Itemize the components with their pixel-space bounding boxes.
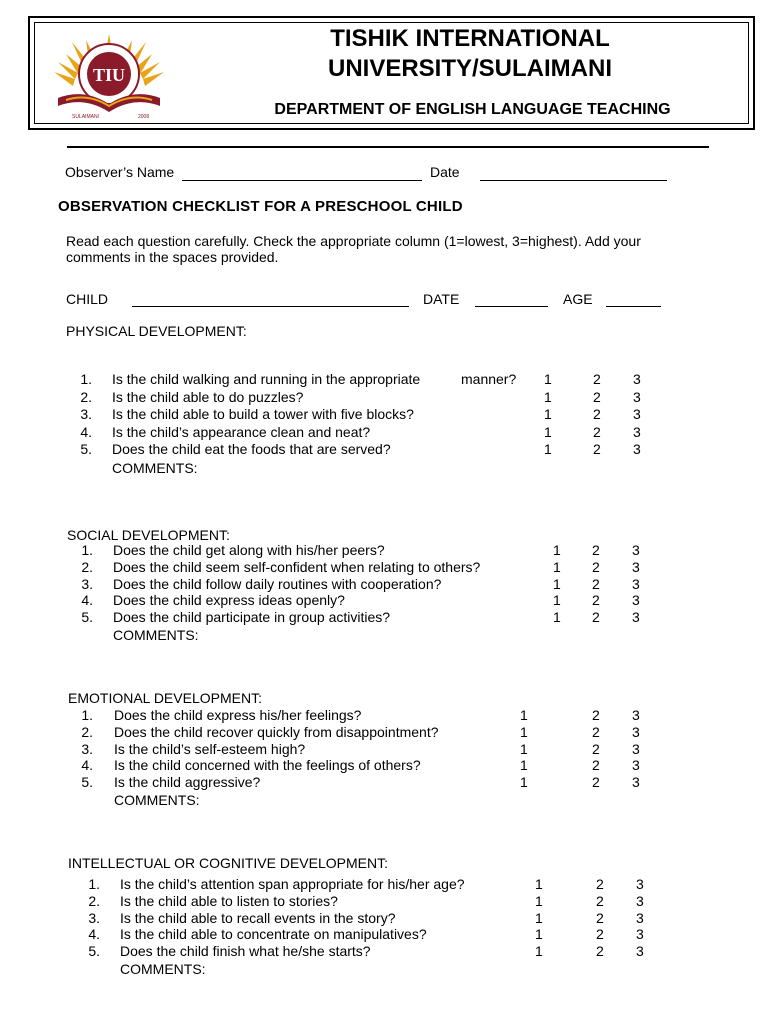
rating-option-2[interactable]: 2 (596, 876, 604, 892)
rating-option-1[interactable]: 1 (553, 576, 561, 592)
rating-option-3[interactable]: 3 (632, 741, 640, 757)
rating-option-1[interactable]: 1 (544, 371, 552, 387)
rating-option-1[interactable]: 1 (553, 609, 561, 625)
rating-option-3[interactable]: 3 (633, 371, 641, 387)
rating-option-2[interactable]: 2 (593, 406, 601, 422)
header-divider (67, 146, 709, 148)
question-text: Does the child get along with his/her peers? (113, 542, 385, 558)
rating-option-1[interactable]: 1 (535, 943, 543, 959)
question-number: 4. (81, 757, 93, 773)
university-name-line2: UNIVERSITY/SULAIMANI (327, 55, 612, 82)
question-text: Is the child able to do puzzles? (112, 389, 304, 405)
rating-option-3[interactable]: 3 (633, 406, 641, 422)
comments-label: COMMENTS: (113, 627, 199, 643)
rating-option-1[interactable]: 1 (520, 741, 528, 757)
question-number: 2. (81, 724, 93, 740)
question-text: Is the child able to concentrate on manipulatives? (120, 926, 427, 942)
question-text: Does the child finish what he/she starts? (120, 943, 371, 959)
rating-option-1[interactable]: 1 (544, 406, 552, 422)
rating-option-1[interactable]: 1 (535, 893, 543, 909)
rating-option-3[interactable]: 3 (632, 724, 640, 740)
rating-option-3[interactable]: 3 (633, 424, 641, 440)
university-name-line1: TISHIK INTERNATIONAL (330, 25, 610, 52)
section-title-cognitive: INTELLECTUAL OR COGNITIVE DEVELOPMENT: (68, 855, 388, 871)
question-text: Is the child able to recall events in the story? (120, 910, 396, 926)
question-text: Is the child aggressive? (114, 774, 261, 790)
rating-option-1[interactable]: 1 (520, 774, 528, 790)
child-age-field[interactable] (606, 306, 661, 307)
question-text: Is the child’s appearance clean and neat? (112, 424, 371, 440)
rating-option-1[interactable]: 1 (553, 592, 561, 608)
question-text: Is the child’s attention span appropriate for his/her age? (120, 876, 465, 892)
rating-option-2[interactable]: 2 (593, 371, 601, 387)
rating-option-3[interactable]: 3 (633, 441, 641, 457)
department-name: DEPARTMENT OF ENGLISH LANGUAGE TEACHING (274, 101, 671, 118)
logo-city: SULAIMANI (72, 114, 99, 120)
rating-option-2[interactable]: 2 (593, 424, 601, 440)
rating-option-2[interactable]: 2 (596, 926, 604, 942)
rating-option-2[interactable]: 2 (596, 893, 604, 909)
observer-name-label: Observer’s Name (65, 164, 175, 180)
rating-option-3[interactable]: 3 (636, 893, 644, 909)
rating-option-2[interactable]: 2 (596, 943, 604, 959)
question-number: 4. (88, 926, 100, 942)
rating-option-1[interactable]: 1 (544, 441, 552, 457)
logo-initials: TIU (92, 65, 126, 85)
question-number: 4. (80, 424, 92, 440)
question-text: Is the child’s self-esteem high? (114, 741, 306, 757)
instructions-line1: Read each question carefully. Check the appropriate column (1=lowest, 3=highest). Add your (66, 233, 641, 249)
question-text: Does the child participate in group activities? (113, 609, 391, 625)
rating-option-1[interactable]: 1 (553, 559, 561, 575)
rating-option-1[interactable]: 1 (535, 876, 543, 892)
question-number: 1. (80, 371, 92, 387)
form-title: OBSERVATION CHECKLIST FOR A PRESCHOOL CHILD (58, 198, 463, 215)
observer-name-field[interactable] (182, 180, 422, 181)
question-number: 1. (88, 876, 100, 892)
section-title-emotional: EMOTIONAL DEVELOPMENT: (68, 690, 262, 706)
section-title-physical: PHYSICAL DEVELOPMENT: (66, 323, 247, 339)
rating-option-3[interactable]: 3 (636, 926, 644, 942)
question-number: 1. (81, 542, 93, 558)
rating-option-1[interactable]: 1 (535, 910, 543, 926)
question-text: Is the child able to build a tower with five blocks? (112, 406, 414, 422)
rating-option-1[interactable]: 1 (535, 926, 543, 942)
rating-option-3[interactable]: 3 (632, 609, 640, 625)
logo-year: 2008 (138, 114, 150, 120)
observer-date-label: Date (430, 164, 460, 180)
question-number: 5. (81, 609, 93, 625)
question-text: Does the child express ideas openly? (113, 592, 345, 608)
rating-option-3[interactable]: 3 (632, 707, 640, 723)
rating-option-2[interactable]: 2 (593, 441, 601, 457)
question-number: 5. (80, 441, 92, 457)
child-age-label: AGE (563, 291, 593, 307)
rating-option-3[interactable]: 3 (632, 592, 640, 608)
question-number: 3. (81, 741, 93, 757)
rating-option-3[interactable]: 3 (633, 389, 641, 405)
question-text: Is the child walking and running in the appropriate (112, 371, 421, 387)
rating-option-2[interactable]: 2 (592, 542, 600, 558)
question-number: 2. (80, 389, 92, 405)
rating-option-1[interactable]: 1 (544, 389, 552, 405)
question-number: 2. (88, 893, 100, 909)
rating-option-2[interactable]: 2 (593, 389, 601, 405)
rating-option-3[interactable]: 3 (636, 876, 644, 892)
child-date-label: DATE (423, 291, 460, 307)
rating-option-2[interactable]: 2 (592, 559, 600, 575)
rating-option-3[interactable]: 3 (636, 943, 644, 959)
question-text: Does the child express his/her feelings? (114, 707, 362, 723)
rating-option-1[interactable]: 1 (520, 724, 528, 740)
question-number: 3. (88, 910, 100, 926)
section-title-social: SOCIAL DEVELOPMENT: (67, 527, 230, 543)
rating-option-2[interactable]: 2 (592, 707, 600, 723)
comments-label: COMMENTS: (112, 460, 198, 476)
rating-option-3[interactable]: 3 (632, 542, 640, 558)
rating-option-2[interactable]: 2 (592, 741, 600, 757)
question-number: 2. (81, 559, 93, 575)
observer-date-field[interactable] (480, 180, 667, 181)
question-text: Is the child able to listen to stories? (120, 893, 338, 909)
question-number: 4. (81, 592, 93, 608)
rating-option-3[interactable]: 3 (632, 576, 640, 592)
comments-label: COMMENTS: (120, 961, 206, 977)
rating-option-2[interactable]: 2 (596, 910, 604, 926)
rating-option-3[interactable]: 3 (632, 757, 640, 773)
rating-option-2[interactable]: 2 (592, 609, 600, 625)
question-number: 3. (81, 576, 93, 592)
university-logo (38, 26, 180, 122)
rating-option-2[interactable]: 2 (592, 774, 600, 790)
rating-option-1[interactable]: 1 (520, 757, 528, 773)
question-text: Does the child seem self-confident when relating to others? (113, 559, 481, 575)
question-text: Does the child follow daily routines with cooperation? (113, 576, 442, 592)
question-number: 5. (81, 774, 93, 790)
rating-option-2[interactable]: 2 (592, 592, 600, 608)
question-number: 3. (80, 406, 92, 422)
rating-option-3[interactable]: 3 (636, 910, 644, 926)
question-number: 5. (88, 943, 100, 959)
child-date-field[interactable] (475, 306, 548, 307)
rating-option-1[interactable]: 1 (520, 707, 528, 723)
rating-option-3[interactable]: 3 (632, 774, 640, 790)
rating-option-1[interactable]: 1 (544, 424, 552, 440)
rating-option-2[interactable]: 2 (592, 724, 600, 740)
instructions-line2: comments in the spaces provided. (66, 249, 279, 265)
question-text: Is the child concerned with the feelings of others? (114, 757, 421, 773)
child-name-field[interactable] (132, 306, 409, 307)
child-label: CHILD (66, 291, 109, 307)
rating-option-1[interactable]: 1 (553, 542, 561, 558)
question-text: Does the child eat the foods that are served? (112, 441, 391, 457)
question-number: 1. (81, 707, 93, 723)
rating-option-3[interactable]: 3 (632, 559, 640, 575)
question-text: Does the child recover quickly from disappointment? (114, 724, 439, 740)
question-text-continuation: manner? (461, 371, 517, 387)
rating-option-2[interactable]: 2 (592, 757, 600, 773)
comments-label: COMMENTS: (114, 792, 200, 808)
rating-option-2[interactable]: 2 (592, 576, 600, 592)
